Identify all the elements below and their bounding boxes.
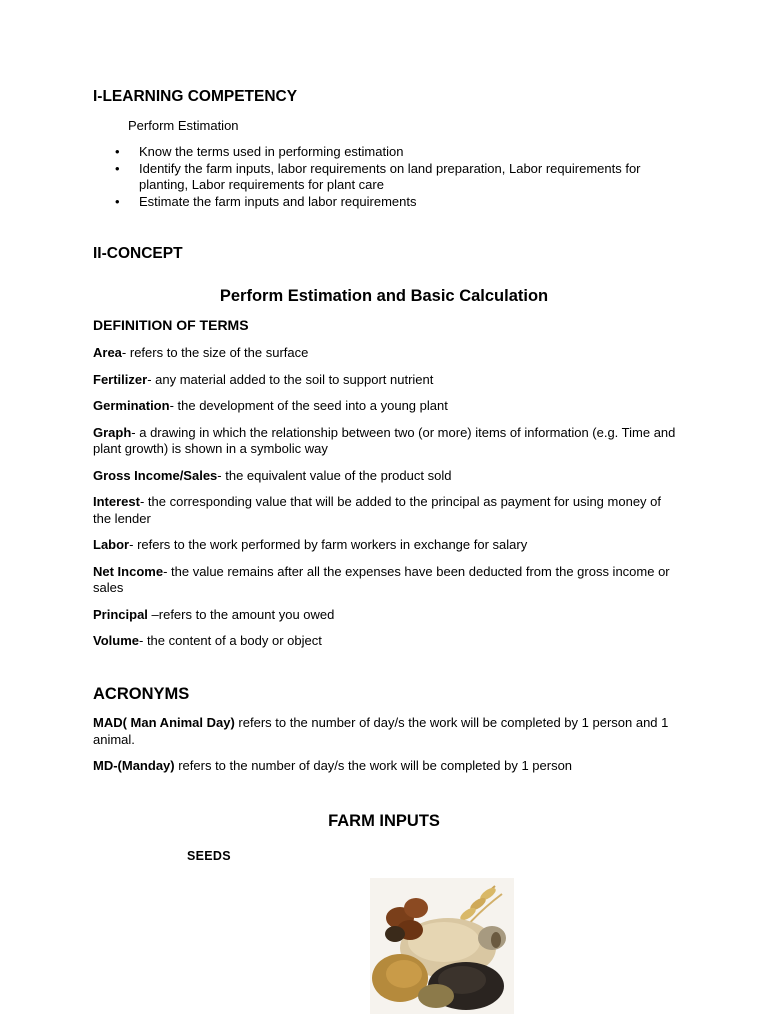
objective-item: • Identify the farm inputs, labor requirements on land preparation, Labor requirements for planting, Labor requirements for plant care: [115, 160, 641, 192]
seeds-illustration: [370, 878, 514, 1014]
term-germination: Germination- the development of the seed into a young plant: [93, 398, 448, 413]
term-area: Area- refers to the size of the surface: [93, 345, 309, 360]
competency-heading: I-LEARNING COMPETENCY: [93, 88, 298, 105]
objective-item: • Estimate the farm inputs and labor requirements: [115, 193, 417, 209]
acronym-mad: MAD( Man Animal Day) refers to the number of day/s the work will be completed by 1 person and 1 animal.: [93, 715, 669, 747]
objective-item: • Know the terms used in performing estimation: [115, 144, 404, 159]
competency-subheading: Perform Estimation: [128, 118, 239, 133]
term-volume: Volume- the content of a body or object: [93, 633, 322, 648]
bullet-icon: •: [115, 144, 120, 159]
term-gross-income: Gross Income/Sales- the equivalent value of the product sold: [93, 467, 452, 483]
term-interest: Interest- the corresponding value that will be added to the principal as payment for using money of the lender: [93, 494, 661, 526]
objectives-list: [93, 144, 683, 210]
concept-heading: II-CONCEPT: [93, 245, 183, 262]
farm-inputs-heading: FARM INPUTS: [328, 812, 440, 830]
definitions-list: [93, 345, 678, 660]
term-labor: Labor- refers to the work performed by farm workers in exchange for salary: [93, 537, 528, 552]
term-graph: Graph- a drawing in which the relationship between two (or more) items of information (e.g. Time and plant growth) is shown in a symbolic way: [93, 424, 676, 456]
bullet-icon: •: [115, 193, 120, 209]
acronyms-heading: ACRONYMS: [93, 685, 190, 703]
acronym-md: MD-(Manday) refers to the number of day/s the work will be completed by 1 person: [93, 758, 573, 773]
bullet-icon: •: [115, 160, 120, 176]
seeds-image: [370, 878, 514, 1014]
acronyms-list: [93, 715, 678, 785]
term-fertilizer: Fertilizer- any material added to the soil to support nutrient: [93, 371, 434, 387]
concept-title: Perform Estimation and Basic Calculation: [219, 287, 549, 305]
term-net-income: Net Income- the value remains after all the expenses have been deducted from the gross income or sales: [93, 563, 670, 595]
seeds-label: SEEDS: [187, 849, 231, 863]
term-principal: Principal –refers to the amount you owed: [93, 606, 335, 622]
definitions-heading: DEFINITION OF TERMS: [93, 317, 249, 333]
